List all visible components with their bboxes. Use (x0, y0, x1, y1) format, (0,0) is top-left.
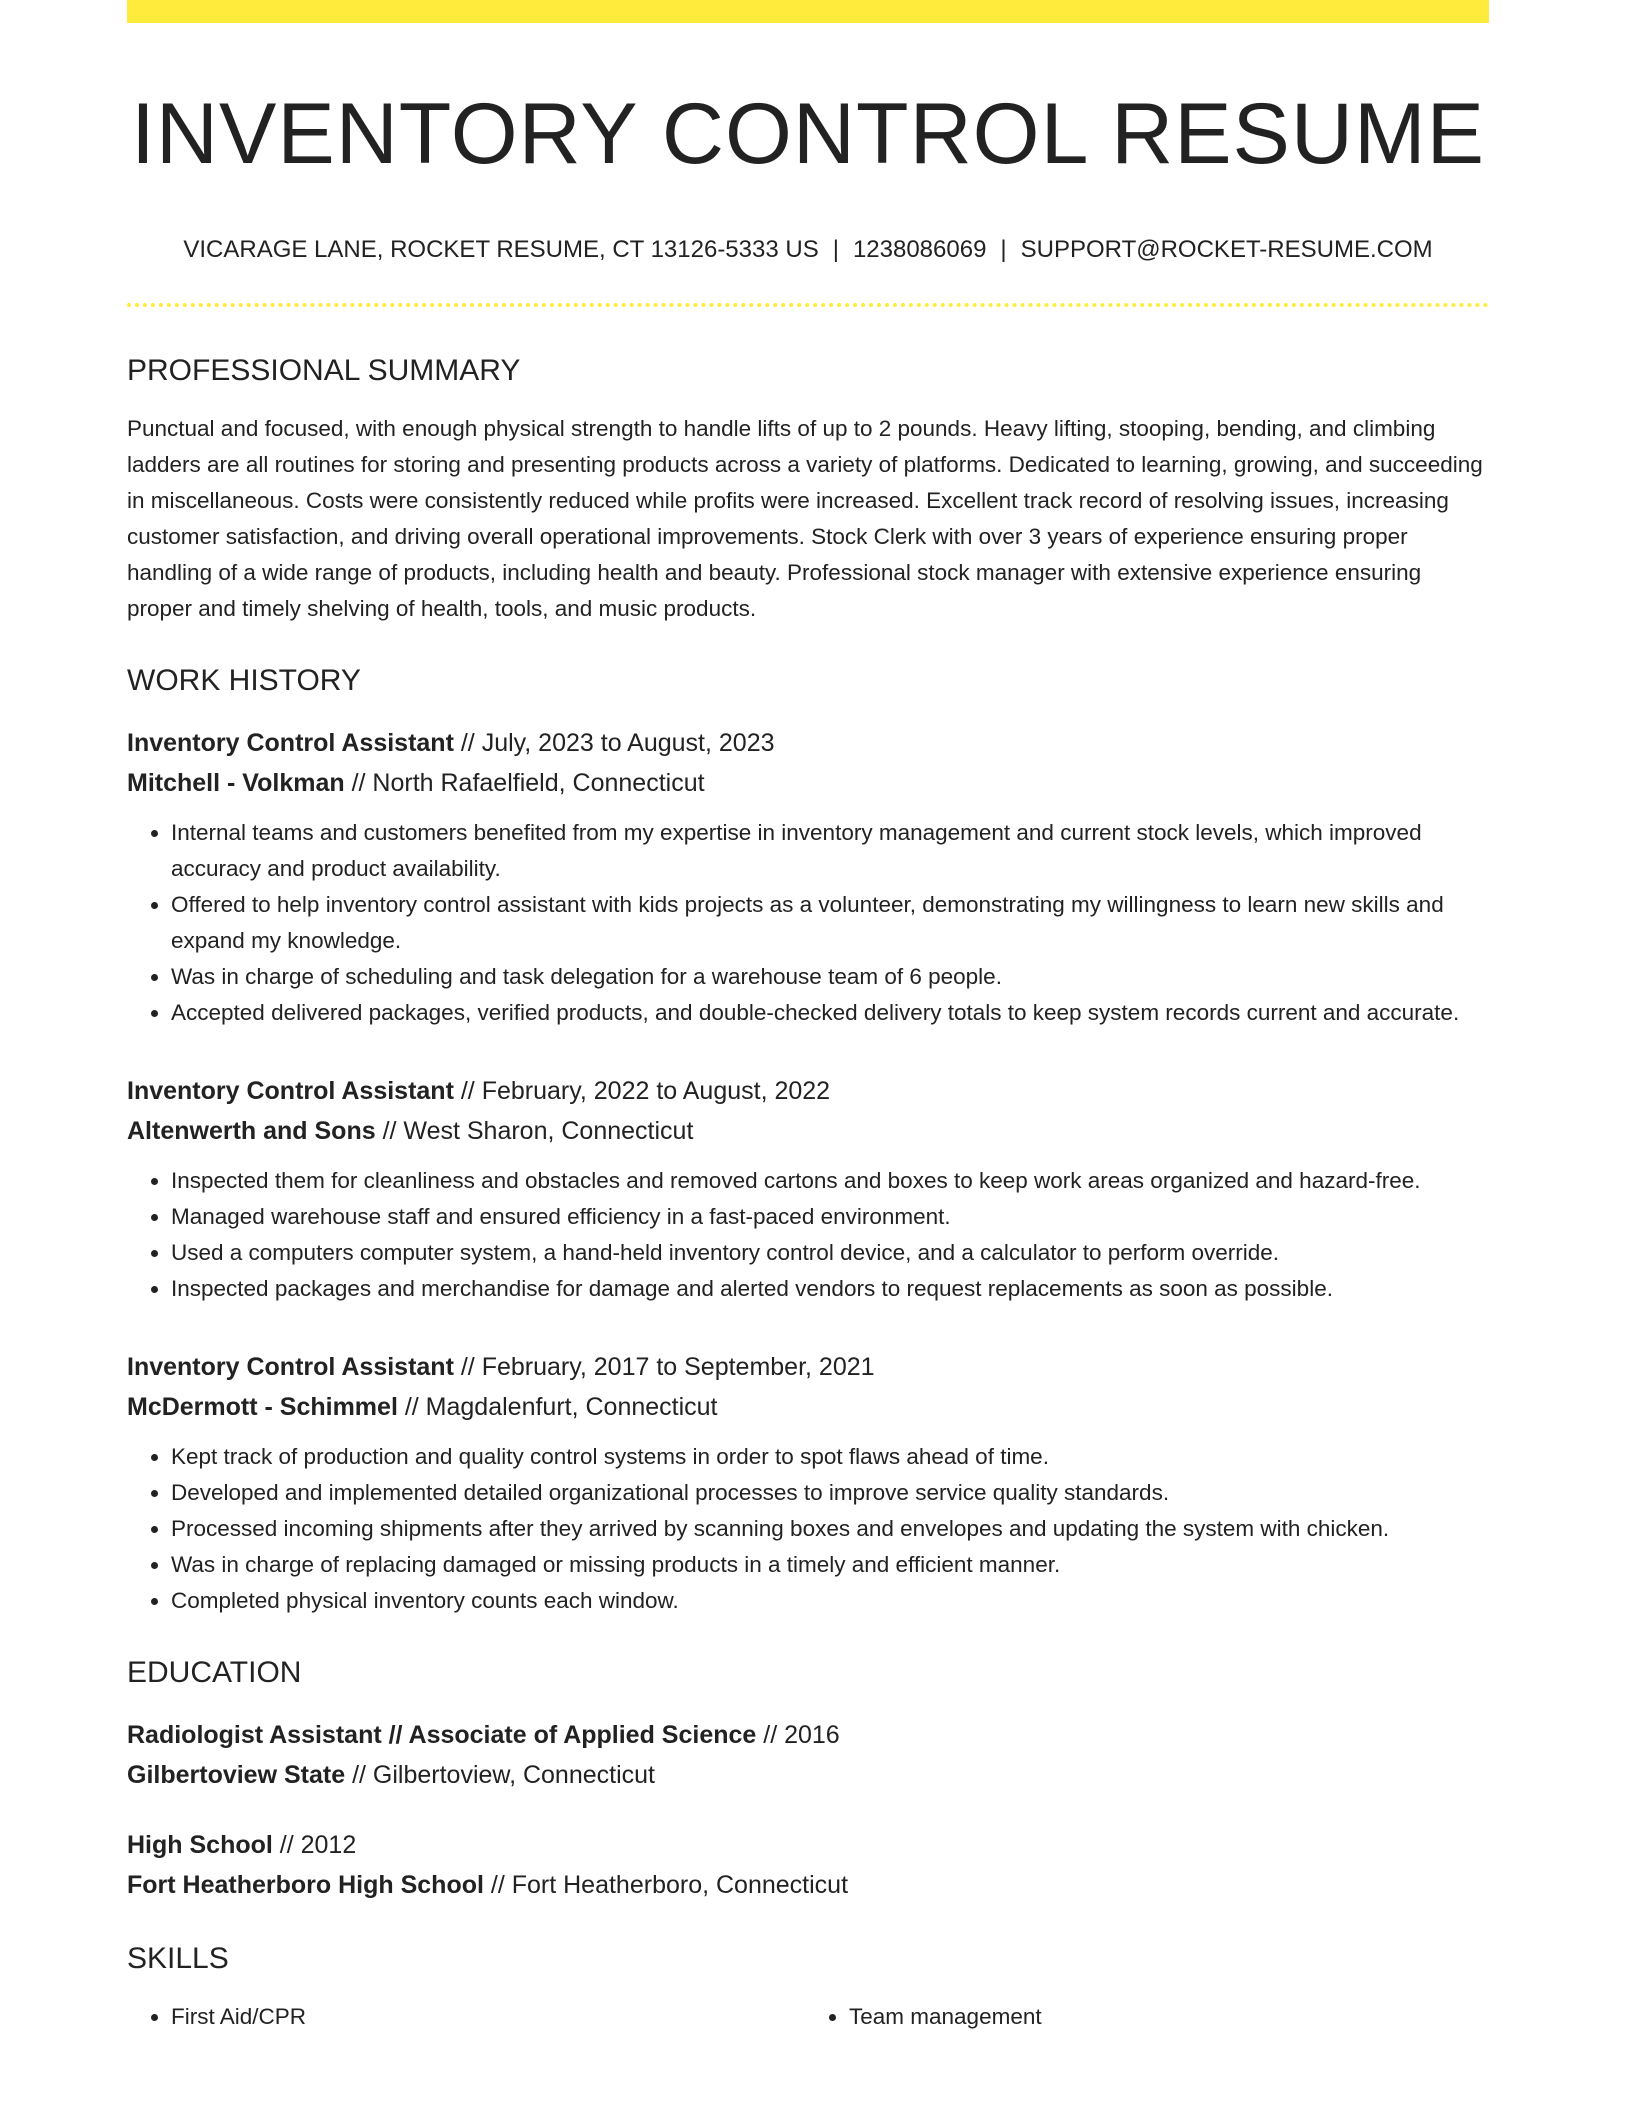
job-entry (127, 1071, 1489, 1307)
job-dates: // February, 2017 to September, 2021 (453, 1353, 875, 1382)
job-company: Altenwerth and Sons (127, 1117, 376, 1146)
job-duty: • Managed warehouse staff and ensured efficiency in a fast-paced environment. (171, 1199, 1489, 1235)
job-duty: • Was in charge of replacing damaged or missing products in a timely and efficient manner. (171, 1547, 1489, 1583)
job-duty: • Accepted delivered packages, verified products, and double-checked delivery totals to keep system records current and accurate. (171, 995, 1489, 1031)
job-title-line (127, 723, 1489, 763)
education-entry (127, 1825, 1489, 1905)
skills-list (127, 1999, 1489, 2035)
job-duties (127, 1439, 1489, 1619)
contact-separator: | (832, 236, 839, 264)
education-year: // 2016 (756, 1721, 840, 1750)
education-heading: EDUCATION (127, 1656, 302, 1690)
job-duty: • Developed and implemented detailed organizational processes to improve service quality standards. (171, 1475, 1489, 1511)
job-duty: • Inspected them for cleanliness and obstacles and removed cartons and boxes to keep work areas organized and hazard-free. (171, 1163, 1489, 1199)
education-location: // Gilbertoview, Connecticut (345, 1761, 655, 1790)
education-school-line (127, 1755, 1489, 1795)
job-title: Inventory Control Assistant (127, 1353, 454, 1382)
skills-column-left (127, 1999, 805, 2035)
job-duty: • Processed incoming shipments after they arrived by scanning boxes and envelopes and updating the system with chicken. (171, 1511, 1489, 1547)
job-title-line (127, 1347, 1489, 1387)
job-title: Inventory Control Assistant (127, 729, 454, 758)
job-location: // Magdalenfurt, Connecticut (397, 1393, 718, 1422)
education-school: Fort Heatherboro High School (127, 1871, 484, 1900)
job-location: // North Rafaelfield, Connecticut (344, 769, 705, 798)
job-duty: • Used a computers computer system, a hand-held inventory control device, and a calculator to perform override. (171, 1235, 1489, 1271)
contact-address: VICARAGE LANE, ROCKET RESUME, CT 13126-5333 US (183, 236, 819, 264)
work-history-heading: WORK HISTORY (127, 664, 361, 698)
job-dates: // February, 2022 to August, 2022 (453, 1077, 831, 1106)
job-title: Inventory Control Assistant (127, 1077, 454, 1106)
job-dates: // July, 2023 to August, 2023 (453, 729, 775, 758)
job-company-line (127, 1387, 1489, 1427)
education-location: // Fort Heatherboro, Connecticut (483, 1871, 849, 1900)
education-degree-line (127, 1825, 1489, 1865)
skills-items-left (127, 1999, 805, 2035)
resume-page (127, 0, 1489, 2035)
job-duty: • Internal teams and customers benefited from my expertise in inventory management and current stock levels, which improved accuracy and product availability. (171, 815, 1489, 887)
education-school-line (127, 1865, 1489, 1905)
job-company-line (127, 1111, 1489, 1151)
job-location: // West Sharon, Connecticut (375, 1117, 694, 1146)
job-duty: • Inspected packages and merchandise for damage and alerted vendors to request replacements as soon as possible. (171, 1271, 1489, 1307)
education-degree: High School (127, 1831, 273, 1860)
job-duties (127, 815, 1489, 1031)
education-degree-line (127, 1715, 1489, 1755)
job-duty: • Offered to help inventory control assistant with kids projects as a volunteer, demonstrating my willingness to learn new skills and expand my knowledge. (171, 887, 1489, 959)
education-degree: Radiologist Assistant // Associate of Applied Science (127, 1721, 757, 1750)
education-entry (127, 1715, 1489, 1795)
contact-phone: 1238086069 (852, 236, 987, 264)
education-year: // 2012 (272, 1831, 357, 1860)
job-company: Mitchell - Volkman (127, 769, 345, 798)
education-school: Gilbertoview State (127, 1761, 346, 1790)
summary-text: Punctual and focused, with enough physical strength to handle lifts of up to 2 pounds. Heavy lifting, stooping, bending, and climbing ladders are all routines for storing and presenting products across a variety of platforms. Dedicated to learning, growing, and succeeding in miscellaneous. Costs were consistently reduced while profits were increased. Excellent track record of resolving issues, increasing customer satisfaction, and driving overall operational improvements. Stock Clerk with over 3 years of experience ensuring proper handling of a wide range of products, including health and beauty. Professional stock manager with extensive experience ensuring proper and timely shelving of health, tools, and music products. (127, 416, 1483, 622)
job-company-line (127, 763, 1489, 803)
job-duty: • Kept track of production and quality control systems in order to spot flaws ahead of time. (171, 1439, 1489, 1475)
skills-items-right (805, 1999, 1483, 2035)
skill-item: • First Aid/CPR (171, 1999, 805, 2035)
skill-item: • Team management (849, 1999, 1483, 2035)
contact-email: SUPPORT@ROCKET-RESUME.COM (1020, 236, 1433, 264)
job-title-line (127, 1071, 1489, 1111)
contact-line (127, 234, 1489, 265)
job-company: McDermott - Schimmel (127, 1393, 398, 1422)
skills-heading: SKILLS (127, 1942, 229, 1976)
resume-title: INVENTORY CONTROL RESUME (130, 86, 1486, 182)
job-duty: • Was in charge of scheduling and task delegation for a warehouse team of 6 people. (171, 959, 1489, 995)
job-entry (127, 723, 1489, 1031)
job-duties (127, 1163, 1489, 1307)
summary-heading: PROFESSIONAL SUMMARY (127, 354, 521, 388)
top-accent-bar (127, 0, 1489, 23)
job-entry (127, 1347, 1489, 1619)
header-divider (127, 303, 1489, 307)
job-duty: • Completed physical inventory counts each window. (171, 1583, 1489, 1619)
skills-column-right (805, 1999, 1483, 2035)
contact-separator: | (1000, 236, 1007, 264)
